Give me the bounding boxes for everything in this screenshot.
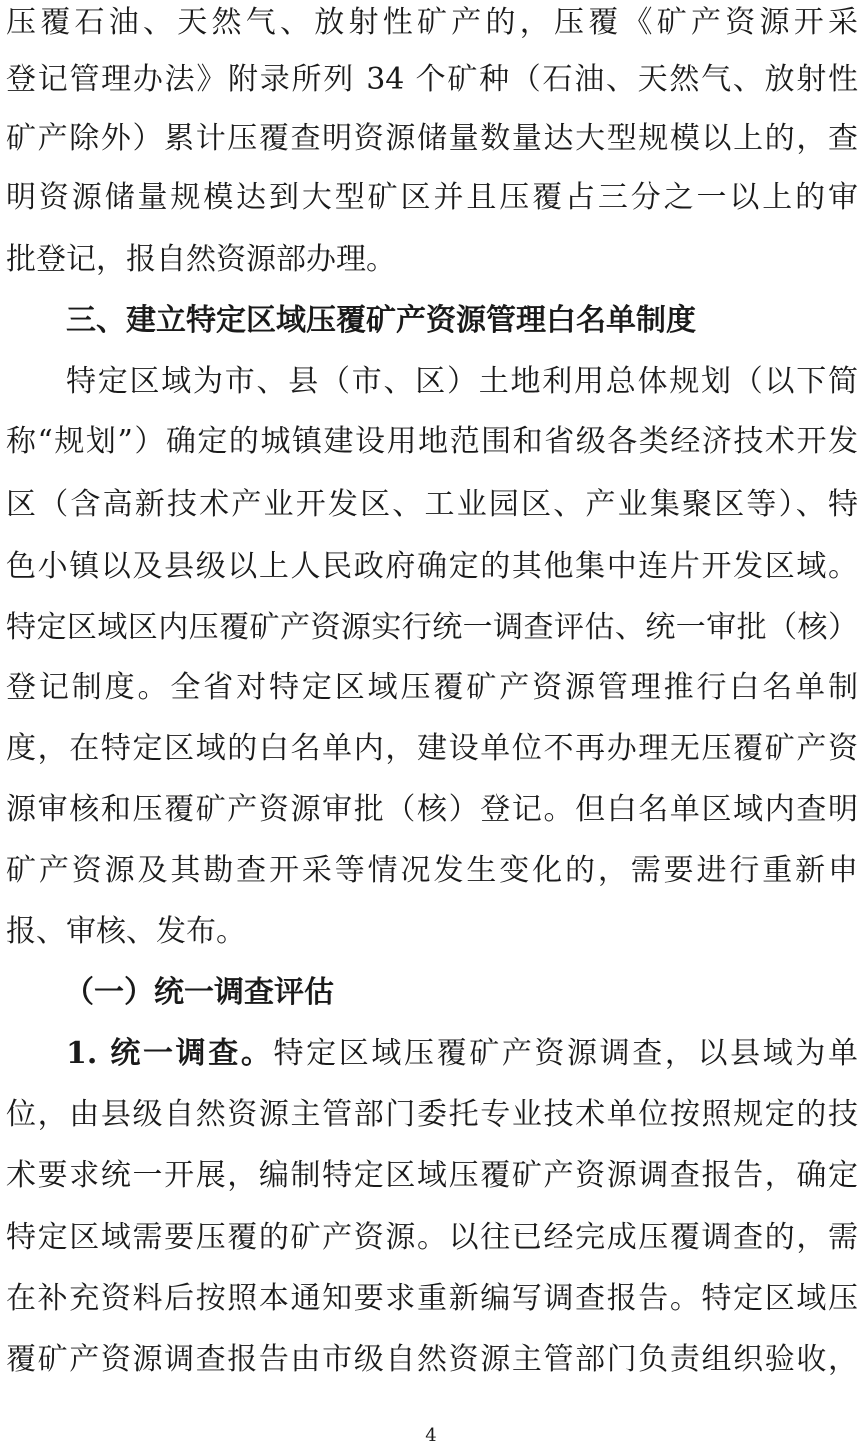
section-heading: 三、建立特定区域压覆矿产资源管理白名单制度 xyxy=(66,303,696,338)
paragraph-3-line-1 xyxy=(66,1025,858,1083)
paragraph-2-line-2: 称“规划”）确定的城镇建设用地范围和省级各类经济技术开发 xyxy=(6,424,858,459)
paragraph-1-line-4: 明资源储量规模达到大型矿区并且压覆占三分之一以上的审 xyxy=(6,180,858,215)
paragraph-3-lead: 1. 统一调查。 xyxy=(66,1036,274,1071)
paragraph-1-line-2: 登记管理办法》附录所列 34 个矿种（石油、天然气、放射性 xyxy=(6,62,858,97)
paragraph-3-line-3: 术要求统一开展，编制特定区域压覆矿产资源调查报告，确定 xyxy=(6,1158,858,1193)
subsection-heading: （一）统一调查评估 xyxy=(64,975,334,1010)
paragraph-2-line-8: 源审核和压覆矿产资源审批（核）登记。但白名单区域内查明 xyxy=(6,792,858,827)
paragraph-2-line-4: 色小镇以及县级以上人民政府确定的其他集中连片开发区域。 xyxy=(6,549,858,584)
paragraph-3-line-5: 在补充资料后按照本通知要求重新编写调查报告。特定区域压 xyxy=(6,1281,858,1316)
paragraph-2-line-3: 区（含高新技术产业开发区、工业园区、产业集聚区等）、特 xyxy=(6,487,858,522)
paragraph-2-line-5: 特定区域区内压覆矿产资源实行统一调查评估、统一审批（核） xyxy=(6,610,858,645)
paragraph-1-line-3: 矿产除外）累计压覆查明资源储量数量达大型规模以上的，查 xyxy=(6,121,858,156)
paragraph-1-line-1: 压覆石油、天然气、放射性矿产的，压覆《矿产资源开采 xyxy=(6,5,858,40)
paragraph-2-line-6: 登记制度。全省对特定区域压覆矿产资源管理推行白名单制 xyxy=(6,670,858,705)
paragraph-1-line-5: 批登记，报自然资源部办理。 xyxy=(6,242,396,277)
paragraph-3-line-2: 位，由县级自然资源主管部门委托专业技术单位按照规定的技 xyxy=(6,1097,858,1132)
paragraph-3-line-6: 覆矿产资源调查报告由市级自然资源主管部门负责组织验收， xyxy=(6,1342,858,1377)
paragraph-2-line-9: 矿产资源及其勘查开采等情况发生变化的，需要进行重新申 xyxy=(6,853,858,888)
paragraph-3-line-4: 特定区域需要压覆的矿产资源。以往已经完成压覆调查的，需 xyxy=(6,1220,858,1255)
page-number: 4 xyxy=(425,1425,437,1446)
paragraph-2-line-10: 报、审核、发布。 xyxy=(6,914,246,949)
paragraph-2-line-1: 特定区域为市、县（市、区）土地利用总体规划（以下简 xyxy=(66,364,858,399)
paragraph-2-line-7: 度，在特定区域的白名单内，建设单位不再办理无压覆矿产资 xyxy=(6,731,858,766)
paragraph-3-line-1-text: 特定区域压覆矿产资源调查，以县域为单 xyxy=(273,1036,858,1071)
